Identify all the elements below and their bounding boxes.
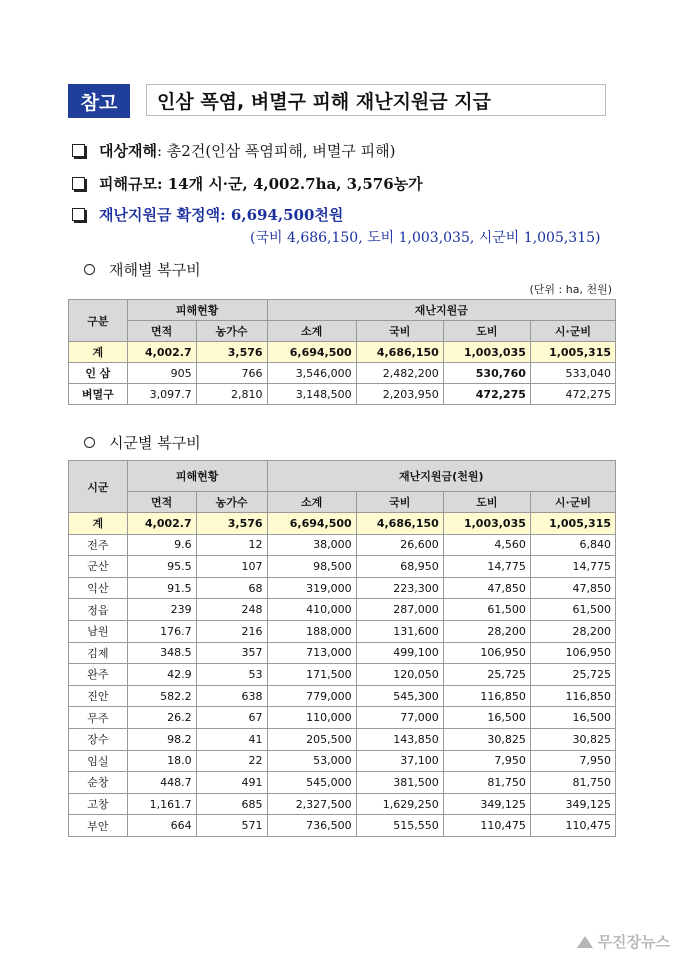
cell-value: 905 [127, 363, 196, 384]
cell-value: 25,725 [530, 664, 615, 686]
cell-value: 1,003,035 [443, 513, 530, 535]
row-label: 완주 [69, 664, 128, 686]
cell-value: 68,950 [356, 556, 443, 578]
cell-value: 171,500 [267, 664, 356, 686]
row-label: 임실 [69, 750, 128, 772]
cell-value: 18.0 [127, 750, 196, 772]
bullet-label: 대상재해 [99, 142, 157, 160]
circle-bullet-icon [84, 437, 95, 448]
row-label: 진안 [69, 685, 128, 707]
cell-value: 3,097.7 [127, 384, 196, 405]
cell-value: 22 [196, 750, 267, 772]
cell-value: 47,850 [443, 577, 530, 599]
cell-value: 491 [196, 772, 267, 794]
cell-value: 37,100 [356, 750, 443, 772]
bullet-text: : 14개 시·군, 4,002.7ha, 3,576농가 [156, 175, 423, 193]
cell-value: 472,275 [530, 384, 615, 405]
cell-value: 30,825 [443, 728, 530, 750]
cell-value: 448.7 [127, 772, 196, 794]
cell-value: 116,850 [530, 685, 615, 707]
cell-value: 106,950 [530, 642, 615, 664]
cell-value: 205,500 [267, 728, 356, 750]
cell-value: 30,825 [530, 728, 615, 750]
cell-value: 6,840 [530, 534, 615, 556]
cell-value: 4,002.7 [127, 513, 196, 535]
disaster-recovery-table [68, 299, 616, 405]
cell-value: 110,475 [443, 815, 530, 837]
cell-value: 4,686,150 [356, 513, 443, 535]
cell-value: 499,100 [356, 642, 443, 664]
cell-value: 16,500 [443, 707, 530, 729]
cell-value: 530,760 [443, 363, 530, 384]
cell-value: 2,482,200 [356, 363, 443, 384]
table-row [69, 815, 616, 837]
row-label: 익산 [69, 577, 128, 599]
cell-value: 736,500 [267, 815, 356, 837]
row-label: 계 [69, 342, 128, 363]
table-row [69, 685, 616, 707]
page-title [68, 84, 608, 118]
cell-value: 41 [196, 728, 267, 750]
cell-value: 6,694,500 [267, 342, 356, 363]
cell-value: 1,003,035 [443, 342, 530, 363]
section-city-recovery [84, 432, 201, 453]
column-header: 도비 [443, 492, 530, 513]
cell-value: 7,950 [530, 750, 615, 772]
cell-value: 3,148,500 [267, 384, 356, 405]
row-label: 부안 [69, 815, 128, 837]
table-row [69, 728, 616, 750]
cell-value: 287,000 [356, 599, 443, 621]
cell-value: 68 [196, 577, 267, 599]
cell-value: 571 [196, 815, 267, 837]
cell-value: 349,125 [443, 793, 530, 815]
cell-value: 685 [196, 793, 267, 815]
cell-value: 348.5 [127, 642, 196, 664]
cell-value: 61,500 [443, 599, 530, 621]
cell-value: 14,775 [443, 556, 530, 578]
row-label: 김제 [69, 642, 128, 664]
cell-value: 3,576 [196, 513, 267, 535]
cell-value: 98,500 [267, 556, 356, 578]
row-label: 계 [69, 513, 128, 535]
cell-value: 319,000 [267, 577, 356, 599]
header-group: 시군 [69, 461, 128, 513]
cell-value: 67 [196, 707, 267, 729]
table-row [69, 556, 616, 578]
unit-note: (단위 : ha, 천원) [529, 283, 612, 296]
column-header: 농가수 [196, 321, 267, 342]
cell-value: 110,475 [530, 815, 615, 837]
table-row [69, 577, 616, 599]
cell-value: 77,000 [356, 707, 443, 729]
row-label: 벼멸구 [69, 384, 128, 405]
cell-value: 349,125 [530, 793, 615, 815]
cell-value: 12 [196, 534, 267, 556]
cell-value: 16,500 [530, 707, 615, 729]
cell-value: 545,300 [356, 685, 443, 707]
table-row [69, 793, 616, 815]
checkbox-square-icon [72, 177, 85, 190]
cell-value: 6,694,500 [267, 513, 356, 535]
table-row [69, 642, 616, 664]
row-label: 남원 [69, 620, 128, 642]
circle-bullet-icon [84, 264, 95, 275]
row-label: 장수 [69, 728, 128, 750]
cell-value: 1,629,250 [356, 793, 443, 815]
cell-value: 1,005,315 [530, 513, 615, 535]
cell-value: 472,275 [443, 384, 530, 405]
support-breakdown: (국비 4,686,150, 도비 1,003,035, 시군비 1,005,315) [250, 230, 601, 246]
cell-value: 95.5 [127, 556, 196, 578]
table-row [69, 707, 616, 729]
cell-value: 4,560 [443, 534, 530, 556]
table-row [69, 750, 616, 772]
cell-value: 2,327,500 [267, 793, 356, 815]
table-row [69, 599, 616, 621]
cell-value: 381,500 [356, 772, 443, 794]
column-header: 면적 [127, 321, 196, 342]
total-row [69, 513, 616, 535]
cell-value: 1,005,315 [530, 342, 615, 363]
cell-value: 4,002.7 [127, 342, 196, 363]
cell-value: 410,000 [267, 599, 356, 621]
cell-value: 26.2 [127, 707, 196, 729]
checkbox-square-icon [72, 144, 85, 157]
column-header: 도비 [443, 321, 530, 342]
cell-value: 4,686,150 [356, 342, 443, 363]
cell-value: 515,550 [356, 815, 443, 837]
cell-value: 14,775 [530, 556, 615, 578]
header-group: 구분 [69, 300, 128, 342]
cell-value: 107 [196, 556, 267, 578]
cell-value: 28,200 [443, 620, 530, 642]
reference-badge: 참고 [68, 84, 130, 118]
cell-value: 2,810 [196, 384, 267, 405]
cell-value: 91.5 [127, 577, 196, 599]
cell-value: 176.7 [127, 620, 196, 642]
cell-value: 61,500 [530, 599, 615, 621]
column-header: 국비 [356, 321, 443, 342]
cell-value: 3,546,000 [267, 363, 356, 384]
table-row [69, 534, 616, 556]
row-label: 순창 [69, 772, 128, 794]
cell-value: 188,000 [267, 620, 356, 642]
bullet-label: 피해규모 [99, 175, 157, 193]
cell-value: 779,000 [267, 685, 356, 707]
cell-value: 26,600 [356, 534, 443, 556]
row-label: 고창 [69, 793, 128, 815]
cell-value: 223,300 [356, 577, 443, 599]
cell-value: 2,203,950 [356, 384, 443, 405]
section-title: 재해별 복구비 [109, 261, 201, 279]
column-header: 농가수 [196, 492, 267, 513]
header-support: 재난지원금(천원) [267, 461, 615, 492]
cell-value: 110,000 [267, 707, 356, 729]
column-header: 시·군비 [530, 321, 615, 342]
table-row [69, 664, 616, 686]
cell-value: 143,850 [356, 728, 443, 750]
header-support: 재난지원금 [267, 300, 615, 321]
title-text: 인삼 폭염, 벼멸구 피해 재난지원금 지급 [146, 84, 606, 116]
cell-value: 239 [127, 599, 196, 621]
cell-value: 106,950 [443, 642, 530, 664]
cell-value: 98.2 [127, 728, 196, 750]
cell-value: 1,161.7 [127, 793, 196, 815]
cell-value: 533,040 [530, 363, 615, 384]
column-header: 소계 [267, 492, 356, 513]
cell-value: 25,725 [443, 664, 530, 686]
bullet-target-disaster [72, 140, 395, 161]
table-row [69, 363, 616, 384]
cell-value: 116,850 [443, 685, 530, 707]
cell-value: 664 [127, 815, 196, 837]
cell-value: 766 [196, 363, 267, 384]
column-header: 소계 [267, 321, 356, 342]
checkbox-square-icon [72, 208, 85, 221]
cell-value: 53,000 [267, 750, 356, 772]
column-header: 면적 [127, 492, 196, 513]
header-damage: 피해현황 [127, 300, 267, 321]
cell-value: 545,000 [267, 772, 356, 794]
cell-value: 38,000 [267, 534, 356, 556]
row-label: 정읍 [69, 599, 128, 621]
cell-value: 42.9 [127, 664, 196, 686]
row-label: 무주 [69, 707, 128, 729]
section-disaster-recovery [84, 259, 201, 280]
table-row [69, 620, 616, 642]
row-label: 인 삼 [69, 363, 128, 384]
cell-value: 357 [196, 642, 267, 664]
cell-value: 9.6 [127, 534, 196, 556]
header-damage: 피해현황 [127, 461, 267, 492]
cell-value: 28,200 [530, 620, 615, 642]
section-title: 시군별 복구비 [109, 434, 201, 452]
cell-value: 120,050 [356, 664, 443, 686]
bullet-damage-scale [72, 173, 423, 194]
bullet-text: : 총2건(인삼 폭염피해, 벼멸구 피해) [156, 142, 396, 160]
column-header: 시·군비 [530, 492, 615, 513]
row-label: 전주 [69, 534, 128, 556]
table-row [69, 772, 616, 794]
cell-value: 47,850 [530, 577, 615, 599]
cell-value: 7,950 [443, 750, 530, 772]
bullet-support-amount [72, 204, 343, 225]
mountain-logo-icon [577, 936, 593, 948]
cell-value: 582.2 [127, 685, 196, 707]
cell-value: 53 [196, 664, 267, 686]
column-header: 국비 [356, 492, 443, 513]
table-row [69, 384, 616, 405]
total-row [69, 342, 616, 363]
cell-value: 248 [196, 599, 267, 621]
watermark-text: 무진장뉴스 [597, 933, 670, 951]
watermark [577, 931, 670, 952]
cell-value: 638 [196, 685, 267, 707]
bullet-label: 재난지원금 확정액 [99, 206, 221, 224]
cell-value: 81,750 [443, 772, 530, 794]
city-recovery-table [68, 460, 616, 837]
cell-value: 81,750 [530, 772, 615, 794]
cell-value: 216 [196, 620, 267, 642]
cell-value: 3,576 [196, 342, 267, 363]
cell-value: 713,000 [267, 642, 356, 664]
row-label: 군산 [69, 556, 128, 578]
bullet-text: : 6,694,500천원 [220, 206, 344, 224]
cell-value: 131,600 [356, 620, 443, 642]
